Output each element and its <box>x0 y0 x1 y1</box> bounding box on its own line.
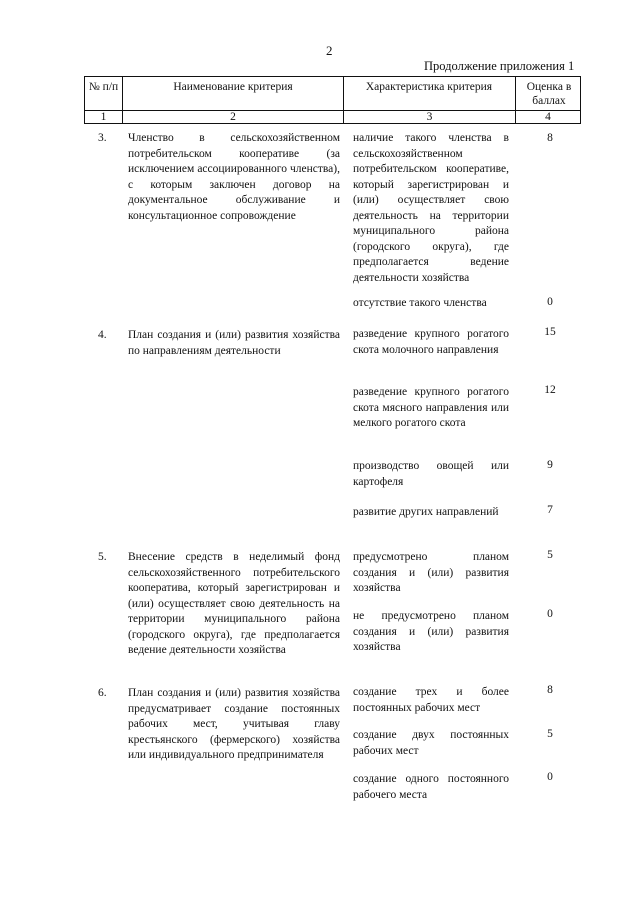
row-4-score-4: 7 <box>547 504 553 516</box>
row-5-score-2: 0 <box>547 608 553 620</box>
row-3-number: 3. <box>98 132 107 144</box>
row-3-option-2: отсутствие такого членства <box>353 297 487 309</box>
continuation-note: Продолжение приложения 1 <box>424 59 575 73</box>
row-6-option-2: создание двух постоянных рабочих мест <box>353 729 509 757</box>
row-6-option-1: создание трех и более постоянных рабочих мест <box>353 686 509 714</box>
row-4-score-3: 9 <box>547 459 553 471</box>
row-6-score-2: 5 <box>547 728 553 740</box>
header-num: № п/п <box>88 81 119 93</box>
row-5-option-2: не предусмотрено планом создания и (или) развития хозяйства <box>353 610 509 653</box>
column-number-2: 2 <box>230 111 236 123</box>
row-5-option-1: предусмотрено планом создания и (или) развития хозяйства <box>353 551 509 594</box>
column-number-3: 3 <box>426 111 433 123</box>
row-6-criterion: План создания и (или) развития хозяйства предусматривает создание постоянных рабочих мест, учитывая главу крестьянского (фермерского) хозяйства или индивидуального предпринимателя <box>128 687 340 761</box>
table-top-rule <box>84 76 581 77</box>
row-4-option-1: разведение крупного рогатого скота молочного направления <box>353 328 509 356</box>
row-5-number: 5. <box>98 551 107 563</box>
header-score: Оценка в баллах <box>526 81 572 107</box>
row-3-criterion: Членство в сельскохозяйственном потребительском кооперативе (за исключением ассоциированного членства), с которым заключен договор на документальное обслуживание и консультационное сопровождение <box>128 132 340 222</box>
page-number: 2 <box>326 43 333 58</box>
row-4-option-3: производство овощей или картофеля <box>353 460 509 488</box>
header-name: Наименование критерия <box>173 81 293 93</box>
row-4-option-2: разведение крупного рогатого скота мясного направления или мелкого рогатого скота <box>353 386 509 429</box>
row-5-score-1: 5 <box>547 549 553 561</box>
row-3-score-2: 0 <box>547 296 553 308</box>
row-4-score-1: 15 <box>544 326 556 338</box>
row-3-option-1: наличие такого членства в сельскохозяйственном потребительском кооперативе, который зарегистрирован и (или) осуществляет свою деятельность на территории муниципального района (городского округа), где предполагается ведение деятельности хозяйства <box>353 132 509 284</box>
column-number-1: 1 <box>100 111 107 123</box>
row-6-option-3: создание одного постоянного рабочего места <box>353 773 509 801</box>
row-4-score-2: 12 <box>544 384 556 396</box>
header-characteristic: Характеристика критерия <box>365 81 493 93</box>
row-4-option-4: развитие других направлений <box>353 506 499 518</box>
row-4-number: 4. <box>98 329 107 341</box>
row-5-criterion: Внесение средств в неделимый фонд сельскохозяйственного потребительского кооператива, который зарегистрирован и (или) осуществляет свою деятельность на территории муниципального района (городского округа), где предполагается ведение деятельности хозяйства <box>128 551 340 656</box>
row-3-score-1: 8 <box>547 132 553 144</box>
column-number-4: 4 <box>545 111 551 123</box>
row-4-criterion: План создания и (или) развития хозяйства по направлениям деятельности <box>128 329 340 357</box>
row-6-number: 6. <box>98 687 107 699</box>
row-6-score-1: 8 <box>547 684 553 696</box>
table-right-border <box>580 76 581 124</box>
row-6-score-3: 0 <box>547 771 553 783</box>
